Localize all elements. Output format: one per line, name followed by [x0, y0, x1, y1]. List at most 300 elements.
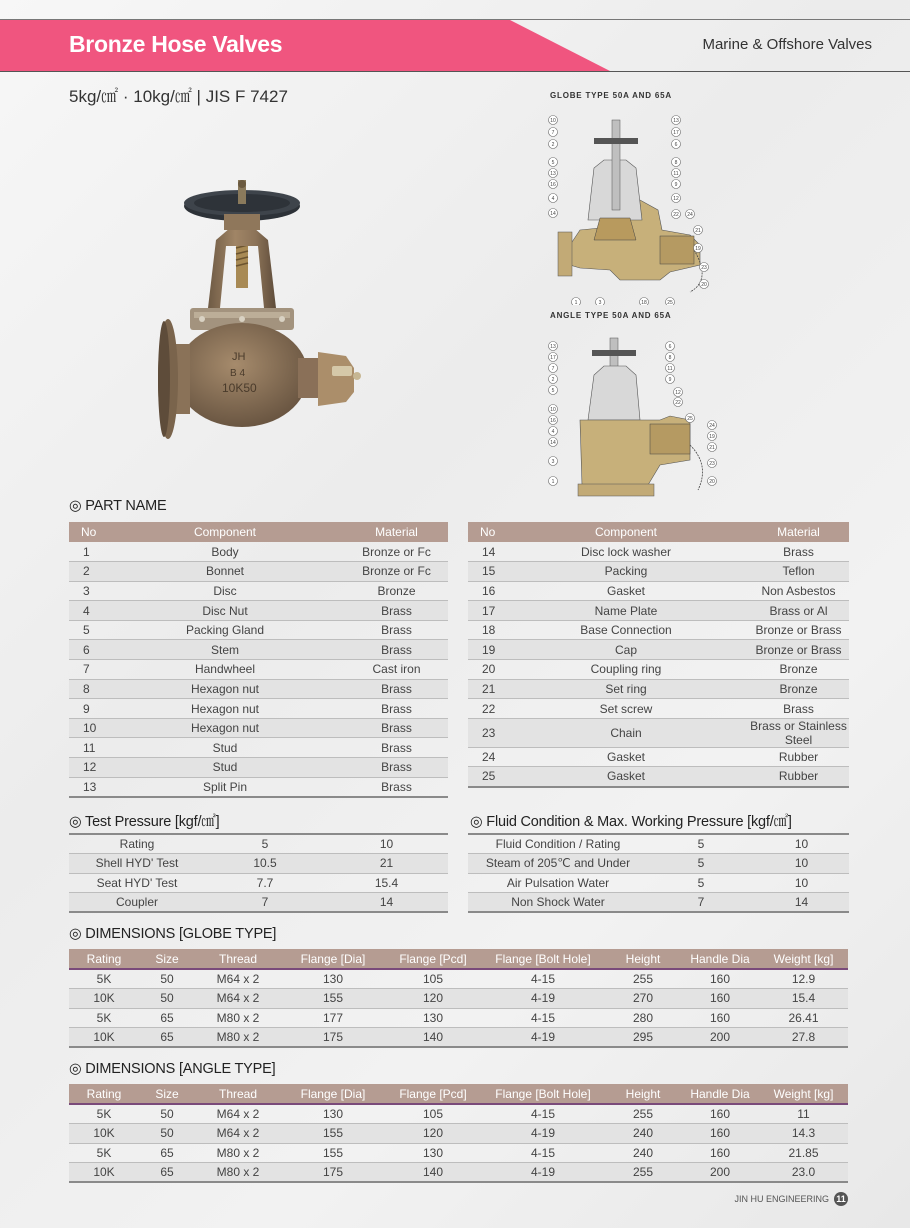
table-cell: 7.7 — [205, 873, 325, 893]
part-row — [468, 620, 849, 640]
globe-type-drawing — [540, 91, 790, 310]
table-cell: M64 x 2 — [195, 1124, 281, 1144]
part-no: 20 — [468, 660, 504, 680]
svg-text:25: 25 — [667, 300, 673, 305]
part-row — [69, 581, 448, 601]
part-name-table-right — [468, 522, 849, 788]
part-no: 16 — [468, 581, 504, 601]
table-cell: 200 — [681, 1028, 759, 1048]
table-cell: M64 x 2 — [195, 989, 281, 1009]
col-header-component: Component — [105, 522, 345, 542]
table-cell: 21.85 — [759, 1143, 848, 1163]
table-cell: 15.4 — [325, 873, 448, 893]
table-cell: 7 — [205, 893, 325, 913]
part-material: Brass — [748, 699, 849, 719]
table-cell: 130 — [281, 969, 385, 989]
part-row — [468, 718, 849, 747]
table-cell: 50 — [139, 1124, 195, 1144]
part-material: Brass — [345, 699, 448, 719]
part-component: Gasket — [504, 747, 748, 767]
table-cell: 14.3 — [759, 1124, 848, 1144]
part-name-table-left — [69, 522, 448, 798]
part-no: 17 — [468, 601, 504, 621]
part-row — [468, 679, 849, 699]
table-cell: 10 — [754, 834, 849, 854]
part-component: Name Plate — [504, 601, 748, 621]
casting-mark-b4: B 4 — [230, 368, 246, 379]
part-material: Brass — [345, 679, 448, 699]
table-cell: 10 — [754, 854, 849, 874]
part-material: Teflon — [748, 562, 849, 582]
svg-text:25: 25 — [687, 416, 693, 422]
table-cell: M64 x 2 — [195, 969, 281, 989]
col-header: Rating — [69, 1084, 139, 1104]
svg-text:6: 6 — [668, 344, 672, 350]
table-cell: 4-19 — [481, 989, 605, 1009]
col-header: Thread — [195, 1084, 281, 1104]
table-cell: 130 — [385, 1008, 481, 1028]
svg-text:23: 23 — [701, 265, 707, 271]
svg-text:24: 24 — [709, 423, 715, 429]
table-cell: M80 x 2 — [195, 1143, 281, 1163]
col-header: Flange [Dia] — [281, 1084, 385, 1104]
part-row — [69, 679, 448, 699]
col-header: Handle Dia — [681, 1084, 759, 1104]
part-component: Set ring — [504, 679, 748, 699]
svg-text:17: 17 — [550, 355, 556, 361]
part-component: Stem — [105, 640, 345, 660]
table-cell: Rating — [69, 834, 205, 854]
part-no: 2 — [69, 562, 105, 582]
svg-text:19: 19 — [695, 246, 701, 252]
part-no: 19 — [468, 640, 504, 660]
part-row — [468, 660, 849, 680]
svg-text:13: 13 — [550, 171, 556, 177]
part-row — [468, 767, 849, 787]
angle-cross-section — [540, 320, 790, 500]
table-cell: 105 — [385, 969, 481, 989]
part-material: Brass — [345, 738, 448, 758]
table-cell: 11 — [759, 1104, 848, 1124]
page-header — [0, 19, 910, 71]
table-cell: 130 — [281, 1104, 385, 1124]
svg-text:17: 17 — [673, 130, 679, 136]
table-cell: 5 — [205, 834, 325, 854]
dimensions-angle-table — [69, 1084, 848, 1183]
col-header: Flange [Dia] — [281, 949, 385, 969]
part-no: 14 — [468, 542, 504, 562]
part-no: 6 — [69, 640, 105, 660]
part-no: 25 — [468, 767, 504, 787]
part-no: 7 — [69, 660, 105, 680]
table-cell: 160 — [681, 1008, 759, 1028]
table-cell: Shell HYD' Test — [69, 854, 205, 874]
dimension-row — [69, 1104, 848, 1124]
svg-text:5: 5 — [551, 388, 555, 394]
part-material: Cast iron — [345, 660, 448, 680]
part-component: Base Connection — [504, 620, 748, 640]
part-material: Rubber — [748, 767, 849, 787]
part-no: 11 — [69, 738, 105, 758]
table-cell: 27.8 — [759, 1028, 848, 1048]
part-row — [69, 562, 448, 582]
part-row — [69, 620, 448, 640]
svg-text:8: 8 — [668, 355, 672, 361]
col-header: Flange [Pcd] — [385, 949, 481, 969]
part-component: Split Pin — [105, 777, 345, 797]
col-header: Height — [605, 949, 681, 969]
spec-line: 5kg/㎠ · 10kg/㎠ | JIS F 7427 — [69, 87, 288, 106]
svg-text:21: 21 — [695, 228, 701, 234]
part-material: Bronze or Fc — [345, 562, 448, 582]
table-cell: 255 — [605, 1163, 681, 1183]
table-cell: 240 — [605, 1124, 681, 1144]
table-cell: 15.4 — [759, 989, 848, 1009]
table-cell: 4-15 — [481, 969, 605, 989]
part-component: Stud — [105, 758, 345, 778]
part-row — [69, 601, 448, 621]
table-cell: 5 — [648, 873, 754, 893]
svg-text:24: 24 — [687, 212, 693, 218]
part-component: Bonnet — [105, 562, 345, 582]
part-component: Set screw — [504, 699, 748, 719]
part-no: 10 — [69, 718, 105, 738]
col-header: Thread — [195, 949, 281, 969]
dimension-row — [69, 1143, 848, 1163]
part-component: Disc Nut — [105, 601, 345, 621]
table-cell: Air Pulsation Water — [468, 873, 648, 893]
dimension-row — [69, 1008, 848, 1028]
svg-text:7: 7 — [551, 366, 555, 372]
col-header: Handle Dia — [681, 949, 759, 969]
table-cell: 5K — [69, 1143, 139, 1163]
part-row — [69, 738, 448, 758]
test-pressure-row — [69, 854, 448, 874]
svg-text:16: 16 — [550, 182, 556, 188]
fluid-condition-title: ◎ Fluid Condition & Max. Working Pressure [kgf/㎠] — [470, 814, 792, 830]
globe-drawing-title: GLOBE TYPE 50A AND 65A — [550, 91, 672, 100]
svg-text:8: 8 — [674, 160, 678, 166]
table-cell: M80 x 2 — [195, 1163, 281, 1183]
table-cell: 12.9 — [759, 969, 848, 989]
svg-text:10: 10 — [550, 118, 556, 124]
svg-text:9: 9 — [674, 182, 678, 188]
part-material: Brass or Stainless Steel — [748, 718, 849, 747]
header-bottom-line — [0, 71, 910, 72]
part-row — [468, 542, 849, 562]
col-header-material: Material — [345, 522, 448, 542]
table-cell: 270 — [605, 989, 681, 1009]
part-component: Hexagon nut — [105, 679, 345, 699]
part-row — [69, 758, 448, 778]
table-cell: 4-19 — [481, 1124, 605, 1144]
table-cell: 200 — [681, 1163, 759, 1183]
part-material: Brass — [345, 718, 448, 738]
col-header: Weight [kg] — [759, 949, 848, 969]
svg-text:23: 23 — [709, 461, 715, 467]
svg-text:13: 13 — [550, 344, 556, 350]
svg-text:16: 16 — [550, 418, 556, 424]
table-cell: 26.41 — [759, 1008, 848, 1028]
svg-text:14: 14 — [550, 440, 556, 446]
table-cell: 160 — [681, 969, 759, 989]
table-cell: 50 — [139, 989, 195, 1009]
part-no: 21 — [468, 679, 504, 699]
part-no: 8 — [69, 679, 105, 699]
part-material: Bronze or Fc — [345, 542, 448, 562]
part-material: Brass — [345, 777, 448, 797]
angle-type-drawing — [540, 311, 790, 505]
page-subtitle: Marine & Offshore Valves — [702, 36, 872, 53]
svg-text:9: 9 — [668, 377, 672, 383]
table-cell: 65 — [139, 1163, 195, 1183]
svg-text:3: 3 — [551, 459, 555, 465]
part-material: Brass — [345, 758, 448, 778]
part-row — [468, 699, 849, 719]
table-cell: 10K — [69, 989, 139, 1009]
table-cell: 14 — [754, 893, 849, 913]
svg-text:20: 20 — [701, 282, 707, 288]
part-no: 24 — [468, 747, 504, 767]
dimensions-globe-title: ◎ DIMENSIONS [GLOBE TYPE] — [69, 926, 277, 942]
table-cell: 255 — [605, 969, 681, 989]
table-cell: M80 x 2 — [195, 1008, 281, 1028]
table-cell: M64 x 2 — [195, 1104, 281, 1124]
col-header: Rating — [69, 949, 139, 969]
test-pressure-table — [69, 833, 448, 913]
part-component: Packing Gland — [105, 620, 345, 640]
table-cell: 160 — [681, 1124, 759, 1144]
table-cell: M80 x 2 — [195, 1028, 281, 1048]
svg-text:22: 22 — [673, 212, 679, 218]
page-number: 11 — [834, 1192, 848, 1206]
part-component: Hexagon nut — [105, 699, 345, 719]
fluid-row — [468, 873, 849, 893]
part-component: Stud — [105, 738, 345, 758]
test-pressure-row — [69, 873, 448, 893]
table-cell: 140 — [385, 1163, 481, 1183]
col-header: Flange [Bolt Hole] — [481, 1084, 605, 1104]
part-row — [468, 747, 849, 767]
svg-text:5: 5 — [551, 160, 555, 166]
table-cell: Seat HYD' Test — [69, 873, 205, 893]
part-component: Coupling ring — [504, 660, 748, 680]
table-cell: 175 — [281, 1163, 385, 1183]
dimension-row — [69, 1163, 848, 1183]
dimension-row — [69, 969, 848, 989]
table-cell: Steam of 205℃ and Under — [468, 854, 648, 874]
angle-drawing-title: ANGLE TYPE 50A AND 65A — [550, 311, 672, 320]
table-cell: 160 — [681, 989, 759, 1009]
fluid-condition-table — [468, 833, 849, 913]
test-pressure-row — [69, 834, 448, 854]
table-cell: 140 — [385, 1028, 481, 1048]
table-cell: Coupler — [69, 893, 205, 913]
col-header-component: Component — [504, 522, 748, 542]
svg-text:12: 12 — [673, 196, 679, 202]
svg-text:10: 10 — [550, 407, 556, 413]
table-cell: Fluid Condition / Rating — [468, 834, 648, 854]
part-no: 13 — [69, 777, 105, 797]
table-cell: 10 — [754, 873, 849, 893]
dimension-row — [69, 1028, 848, 1048]
table-cell: 240 — [605, 1143, 681, 1163]
svg-text:22: 22 — [675, 400, 681, 406]
part-material: Bronze or Brass — [748, 620, 849, 640]
table-cell: 10K — [69, 1028, 139, 1048]
table-cell: 5K — [69, 1008, 139, 1028]
part-no: 4 — [69, 601, 105, 621]
fluid-row — [468, 834, 849, 854]
page-title: Bronze Hose Valves — [69, 31, 283, 57]
col-header: Size — [139, 1084, 195, 1104]
part-no: 9 — [69, 699, 105, 719]
svg-text:4: 4 — [551, 196, 555, 202]
part-material: Brass — [748, 542, 849, 562]
part-material: Non Asbestos — [748, 581, 849, 601]
part-row — [468, 601, 849, 621]
part-material: Brass — [345, 640, 448, 660]
table-cell: 21 — [325, 854, 448, 874]
table-cell: 5 — [648, 854, 754, 874]
part-row — [69, 660, 448, 680]
table-cell: 4-19 — [481, 1028, 605, 1048]
part-component: Handwheel — [105, 660, 345, 680]
svg-text:19: 19 — [709, 434, 715, 440]
table-cell: 160 — [681, 1143, 759, 1163]
table-cell: 295 — [605, 1028, 681, 1048]
col-header-no: No — [468, 522, 504, 542]
part-component: Gasket — [504, 581, 748, 601]
table-cell: 7 — [648, 893, 754, 913]
table-cell: 10.5 — [205, 854, 325, 874]
part-material: Brass or Al — [748, 601, 849, 621]
part-no: 18 — [468, 620, 504, 640]
table-cell: 175 — [281, 1028, 385, 1048]
svg-text:21: 21 — [709, 445, 715, 451]
table-cell: Non Shock Water — [468, 893, 648, 913]
dimension-row — [69, 989, 848, 1009]
casting-mark-jh: JH — [232, 351, 246, 363]
part-row — [468, 562, 849, 582]
table-cell: 4-15 — [481, 1104, 605, 1124]
table-cell: 280 — [605, 1008, 681, 1028]
table-cell: 65 — [139, 1028, 195, 1048]
svg-text:11: 11 — [667, 366, 673, 372]
col-header: Flange [Pcd] — [385, 1084, 481, 1104]
footer-company: JIN HU ENGINEERING — [734, 1194, 829, 1204]
part-component: Cap — [504, 640, 748, 660]
svg-text:2: 2 — [551, 142, 555, 148]
table-cell: 160 — [681, 1104, 759, 1124]
page-footer — [734, 1192, 848, 1206]
table-cell: 120 — [385, 1124, 481, 1144]
test-pressure-row — [69, 893, 448, 913]
part-component: Disc — [105, 581, 345, 601]
col-header: Weight [kg] — [759, 1084, 848, 1104]
table-cell: 177 — [281, 1008, 385, 1028]
part-material: Brass — [345, 601, 448, 621]
col-header: Size — [139, 949, 195, 969]
table-cell: 50 — [139, 1104, 195, 1124]
part-row — [69, 640, 448, 660]
svg-text:11: 11 — [673, 171, 679, 177]
table-cell: 5K — [69, 969, 139, 989]
part-component: Packing — [504, 562, 748, 582]
part-no: 23 — [468, 718, 504, 747]
svg-text:18: 18 — [641, 300, 647, 305]
table-cell: 10 — [325, 834, 448, 854]
svg-text:13: 13 — [673, 118, 679, 124]
table-cell: 155 — [281, 1124, 385, 1144]
part-row — [468, 581, 849, 601]
svg-text:12: 12 — [675, 390, 681, 396]
table-cell: 5K — [69, 1104, 139, 1124]
part-component: Chain — [504, 718, 748, 747]
svg-text:14: 14 — [550, 211, 556, 217]
table-cell: 105 — [385, 1104, 481, 1124]
svg-text:7: 7 — [551, 130, 555, 136]
header-top-line — [0, 19, 910, 20]
table-cell: 130 — [385, 1143, 481, 1163]
table-cell: 50 — [139, 969, 195, 989]
table-cell: 4-15 — [481, 1008, 605, 1028]
svg-text:2: 2 — [551, 377, 555, 383]
fluid-row — [468, 854, 849, 874]
part-component: Hexagon nut — [105, 718, 345, 738]
part-material: Rubber — [748, 747, 849, 767]
table-cell: 4-19 — [481, 1163, 605, 1183]
part-material: Brass — [345, 620, 448, 640]
svg-text:1: 1 — [551, 479, 555, 485]
part-name-title: ◎ PART NAME — [69, 498, 167, 514]
table-cell: 5 — [648, 834, 754, 854]
table-cell: 4-15 — [481, 1143, 605, 1163]
table-cell: 120 — [385, 989, 481, 1009]
part-component: Disc lock washer — [504, 542, 748, 562]
table-cell: 10K — [69, 1163, 139, 1183]
fluid-row — [468, 893, 849, 913]
part-row — [69, 777, 448, 797]
globe-cross-section — [540, 100, 790, 305]
col-header-material: Material — [748, 522, 849, 542]
part-row — [69, 542, 448, 562]
svg-text:6: 6 — [674, 142, 678, 148]
part-component: Body — [105, 542, 345, 562]
part-no: 22 — [468, 699, 504, 719]
part-component: Gasket — [504, 767, 748, 787]
part-material: Bronze — [345, 581, 448, 601]
table-cell: 255 — [605, 1104, 681, 1124]
part-row — [69, 718, 448, 738]
dimensions-globe-table — [69, 949, 848, 1048]
part-no: 15 — [468, 562, 504, 582]
svg-text:1: 1 — [574, 300, 578, 305]
table-cell: 23.0 — [759, 1163, 848, 1183]
svg-text:3: 3 — [598, 300, 602, 305]
table-cell: 65 — [139, 1143, 195, 1163]
table-cell: 155 — [281, 989, 385, 1009]
col-header-no: No — [69, 522, 105, 542]
part-no: 3 — [69, 581, 105, 601]
part-row — [468, 640, 849, 660]
casting-mark-size: 10K50 — [222, 381, 257, 395]
part-material: Bronze — [748, 660, 849, 680]
part-material: Bronze — [748, 679, 849, 699]
col-header: Flange [Bolt Hole] — [481, 949, 605, 969]
col-header: Height — [605, 1084, 681, 1104]
valve-photo — [150, 170, 380, 460]
